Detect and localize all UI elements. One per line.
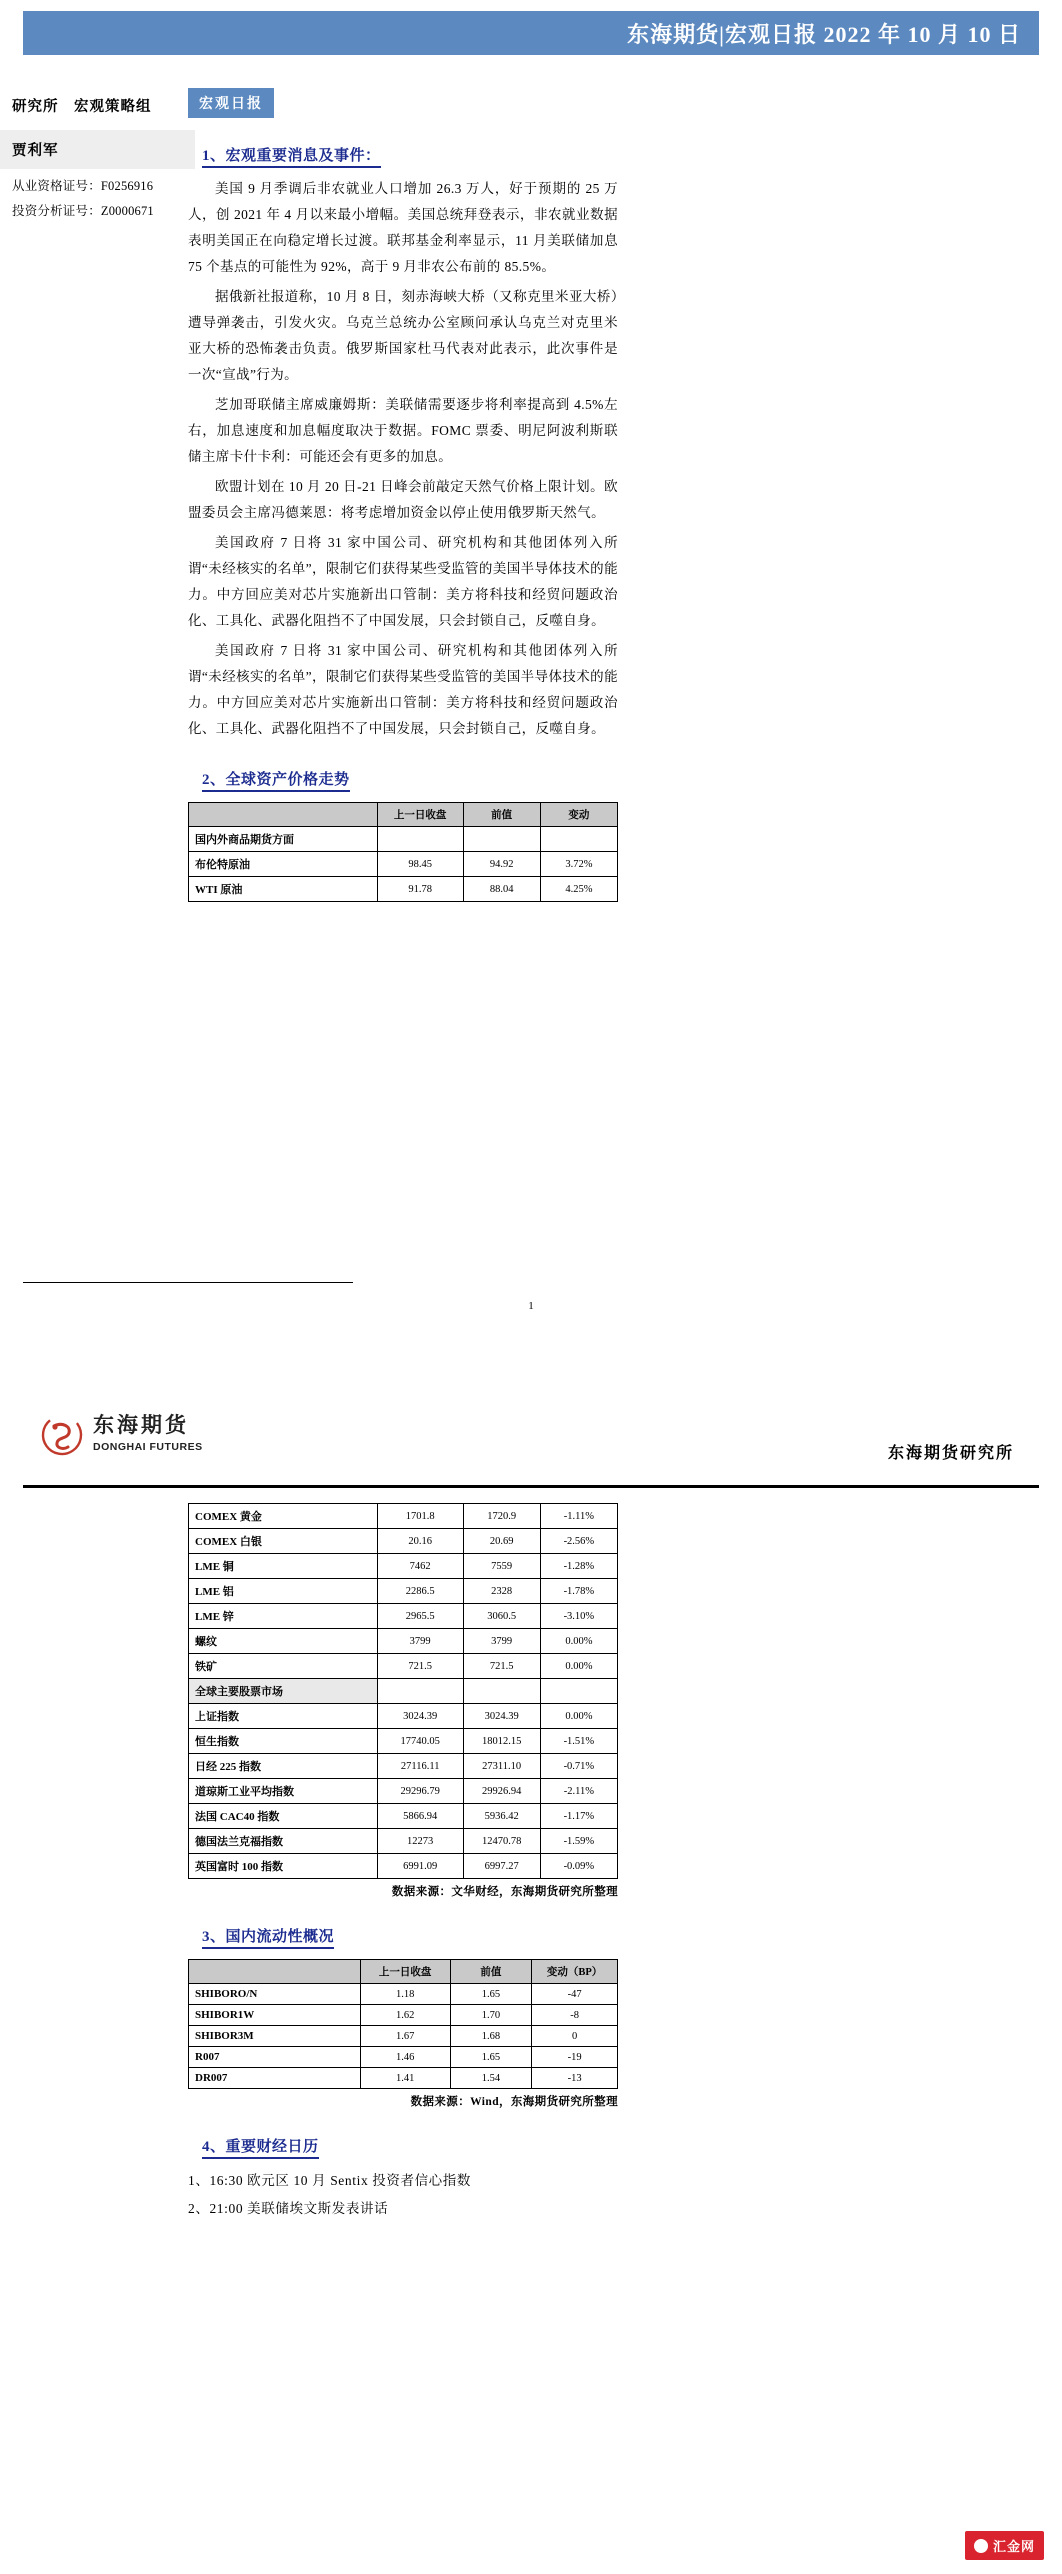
- row-close: 6991.09: [377, 1854, 463, 1879]
- section-1-heading-wrap: [188, 144, 618, 168]
- liquidity-table: [188, 1959, 618, 2089]
- qualification-number: 从业资格证号：F0256916: [12, 179, 154, 193]
- row-name: R007: [189, 2047, 361, 2068]
- row-name: SHIBOR1W: [189, 2005, 361, 2026]
- row-change: 0: [532, 2026, 618, 2047]
- table-row: [189, 1529, 618, 1554]
- group-empty-cell: [377, 827, 463, 852]
- col-header-prev: 前值: [463, 803, 540, 827]
- table-row: [189, 877, 618, 902]
- group-empty-cell: [463, 1679, 540, 1704]
- section-4-title: 4、重要财经日历: [202, 2135, 319, 2159]
- col-header-name: [189, 1960, 361, 1984]
- row-prev: 2328: [463, 1579, 540, 1604]
- row-name: 德国法兰克福指数: [189, 1829, 378, 1854]
- row-change: -8: [532, 2005, 618, 2026]
- department-label: 研究所 宏观策略组: [12, 99, 152, 115]
- page-1-body: [188, 88, 618, 902]
- section-3-heading-wrap: [188, 1925, 618, 1949]
- row-change: 3.72%: [540, 852, 617, 877]
- row-change: -2.56%: [540, 1529, 617, 1554]
- section-4-heading-wrap: [188, 2135, 618, 2159]
- table-row: [189, 1829, 618, 1854]
- company-logo: [40, 1413, 203, 1457]
- asset-price-table-continued: [188, 1503, 618, 1879]
- section-3-title: 3、国内流动性概况: [202, 1925, 334, 1949]
- row-close: 5866.94: [377, 1804, 463, 1829]
- analyst-name-box: [0, 130, 195, 169]
- row-name: 布伦特原油: [189, 852, 378, 877]
- row-change: -1.59%: [540, 1829, 617, 1854]
- row-close: 2965.5: [377, 1604, 463, 1629]
- row-prev: 88.04: [463, 877, 540, 902]
- row-close: 29296.79: [377, 1779, 463, 1804]
- row-change: -3.10%: [540, 1604, 617, 1629]
- row-close: 12273: [377, 1829, 463, 1854]
- row-name: 法国 CAC40 指数: [189, 1804, 378, 1829]
- row-name: 铁矿: [189, 1654, 378, 1679]
- calendar-item: 1、16:30 欧元区 10 月 Sentix 投资者信心指数: [188, 2173, 471, 2188]
- watermark-icon: [974, 2539, 988, 2553]
- row-change: -19: [532, 2047, 618, 2068]
- table-row: [189, 1804, 618, 1829]
- table-row: [189, 2026, 618, 2047]
- row-prev: 94.92: [463, 852, 540, 877]
- row-prev: 7559: [463, 1554, 540, 1579]
- calendar-item: 2、21:00 美联储埃文斯发表讲话: [188, 2201, 389, 2216]
- col-header-name: [189, 803, 378, 827]
- row-close: 7462: [377, 1554, 463, 1579]
- row-prev: 29926.94: [463, 1779, 540, 1804]
- row-prev: 1720.9: [463, 1504, 540, 1529]
- row-change: -13: [532, 2068, 618, 2089]
- row-name: 恒生指数: [189, 1729, 378, 1754]
- row-prev: 721.5: [463, 1654, 540, 1679]
- asset-table-source: 数据来源：文华财经，东海期货研究所整理: [391, 1886, 618, 1898]
- row-close: 3799: [377, 1629, 463, 1654]
- col-header-close: 上一日收盘: [360, 1960, 450, 1984]
- row-change: -2.11%: [540, 1779, 617, 1804]
- row-close: 91.78: [377, 877, 463, 902]
- row-change: -47: [532, 1984, 618, 2005]
- row-name: LME 铜: [189, 1554, 378, 1579]
- row-prev: 3799: [463, 1629, 540, 1654]
- report-header-bar: [23, 11, 1039, 55]
- group-empty-cell: [540, 1679, 617, 1704]
- row-change: -1.28%: [540, 1554, 617, 1579]
- paragraph: 欧盟计划在 10 月 20 日-21 日峰会前敲定天然气价格上限计划。欧盟委员会主席冯德莱恩：将考虑增加资金以停止使用俄罗斯天然气。: [188, 479, 618, 520]
- investment-number: 投资分析证号：Z0000671: [12, 204, 154, 218]
- row-prev: 18012.15: [463, 1729, 540, 1754]
- table-row: [189, 1504, 618, 1529]
- watermark-label: 汇金网: [992, 2539, 1035, 2554]
- logo-text-en: DONGHAI FUTURES: [93, 1441, 203, 1454]
- col-header-prev: 前值: [450, 1960, 532, 1984]
- paragraph: 美国政府 7 日将 31 家中国公司、研究机构和其他团体列入所谓“未经核实的名单”，限制它们获得某些受监管的美国半导体技术的能力。中方回应美对芯片实施新出口管制：美方将科技和经贸问题政治化、工具化、武器化阻挡不了中国发展，只会封锁自己，反噬自身。: [188, 535, 618, 628]
- row-change: 0.00%: [540, 1654, 617, 1679]
- row-name: COMEX 黄金: [189, 1504, 378, 1529]
- row-name: 英国富时 100 指数: [189, 1854, 378, 1879]
- donghai-logo-icon: [40, 1413, 84, 1457]
- group-empty-cell: [540, 827, 617, 852]
- row-name: COMEX 白银: [189, 1529, 378, 1554]
- row-close: 721.5: [377, 1654, 463, 1679]
- row-change: -1.51%: [540, 1729, 617, 1754]
- group-label: 全球主要股票市场: [189, 1679, 378, 1704]
- row-prev: 1.65: [450, 2047, 532, 2068]
- row-close: 17740.05: [377, 1729, 463, 1754]
- row-prev: 1.70: [450, 2005, 532, 2026]
- row-close: 1701.8: [377, 1504, 463, 1529]
- asset-price-table: [188, 802, 618, 902]
- table-row: [189, 1579, 618, 1604]
- group-label: 国内外商品期货方面: [189, 827, 378, 852]
- row-name: SHIBORO/N: [189, 1984, 361, 2005]
- table-row: [189, 852, 618, 877]
- row-name: 日经 225 指数: [189, 1754, 378, 1779]
- row-close: 20.16: [377, 1529, 463, 1554]
- row-prev: 3060.5: [463, 1604, 540, 1629]
- report-type-badge: 宏观日报: [188, 88, 274, 118]
- row-close: 3024.39: [377, 1704, 463, 1729]
- group-empty-cell: [377, 1679, 463, 1704]
- row-change: 4.25%: [540, 877, 617, 902]
- row-close: 98.45: [377, 852, 463, 877]
- row-prev: 5936.42: [463, 1804, 540, 1829]
- row-close: 1.67: [360, 2026, 450, 2047]
- row-prev: 20.69: [463, 1529, 540, 1554]
- col-header-change: 变动（BP）: [532, 1960, 618, 1984]
- group-empty-cell: [463, 827, 540, 852]
- row-prev: 27311.10: [463, 1754, 540, 1779]
- table-row: [189, 1729, 618, 1754]
- row-close: 1.18: [360, 1984, 450, 2005]
- logo-text-cn: 东海期货: [93, 1413, 189, 1437]
- row-name: DR007: [189, 2068, 361, 2089]
- row-prev: 12470.78: [463, 1829, 540, 1854]
- table-row: [189, 1554, 618, 1579]
- row-close: 1.41: [360, 2068, 450, 2089]
- liquidity-table-source: 数据来源：Wind，东海期货研究所整理: [410, 2096, 618, 2108]
- row-change: -1.11%: [540, 1504, 617, 1529]
- table-header-row: [189, 803, 618, 827]
- row-prev: 1.68: [450, 2026, 532, 2047]
- row-prev: 3024.39: [463, 1704, 540, 1729]
- report-header-title: 东海期货|宏观日报 2022 年 10 月 10 日: [627, 21, 1021, 47]
- section-1-title: 1、宏观重要消息及事件：: [202, 144, 381, 168]
- row-change: -0.09%: [540, 1854, 617, 1879]
- row-name: 上证指数: [189, 1704, 378, 1729]
- row-prev: 1.54: [450, 2068, 532, 2089]
- row-name: 道琼斯工业平均指数: [189, 1779, 378, 1804]
- watermark-badge: [965, 2531, 1044, 2560]
- row-close: 2286.5: [377, 1579, 463, 1604]
- paragraph: 美国 9 月季调后非农就业人口增加 26.3 万人，好于预期的 25 万人，创 2021 年 4 月以来最小增幅。美国总统拜登表示，非农就业数据表明美国正在向稳定增长过渡。联邦基金利率显示，11 月美联储加息 75 个基点的可能性为 92%，高于 9 月非农公布前的 85.5%。: [188, 181, 618, 274]
- row-prev: 1.65: [450, 1984, 532, 2005]
- section-2-title: 2、全球资产价格走势: [202, 768, 350, 792]
- row-name: 螺纹: [189, 1629, 378, 1654]
- row-close: 27116.11: [377, 1754, 463, 1779]
- table-row: [189, 1629, 618, 1654]
- page-2-body: [188, 1493, 618, 2223]
- page-number: 1: [528, 1300, 534, 1312]
- table-row: [189, 2047, 618, 2068]
- paragraph: 芝加哥联储主席威廉姆斯：美联储需要逐步将利率提高到 4.5%左右，加息速度和加息幅度取决于数据。FOMC 票委、明尼阿波利斯联储主席卡什卡利：可能还会有更多的加息。: [188, 397, 618, 464]
- logo-text-block: [93, 1415, 203, 1455]
- page-separator: [0, 1345, 1062, 1385]
- table-row: [189, 1654, 618, 1679]
- row-change: -0.71%: [540, 1754, 617, 1779]
- institute-name: 东海期货研究所: [887, 1445, 1014, 1462]
- table-row: [189, 1604, 618, 1629]
- page-2-header: [0, 1385, 1062, 1485]
- table-row: [189, 1704, 618, 1729]
- table-row: [189, 1984, 618, 2005]
- table-row: [189, 2068, 618, 2089]
- row-change: 0.00%: [540, 1704, 617, 1729]
- row-close: 1.62: [360, 2005, 450, 2026]
- col-header-close: 上一日收盘: [377, 803, 463, 827]
- table-row: [189, 1779, 618, 1804]
- table-header-row: [189, 1960, 618, 1984]
- table-group-row: [189, 827, 618, 852]
- row-name: SHIBOR3M: [189, 2026, 361, 2047]
- page-footer-rule: [23, 1282, 353, 1283]
- analyst-meta-column: [0, 95, 195, 219]
- row-change: -1.78%: [540, 1579, 617, 1604]
- section-2-heading-wrap: [188, 768, 618, 792]
- paragraph: 据俄新社报道称，10 月 8 日，刻赤海峡大桥（又称克里米亚大桥）遭导弹袭击，引发火灾。乌克兰总统办公室顾问承认乌克兰对克里米亚大桥的恐怖袭击负责。俄罗斯国家杜马代表对此表示，此次事件是一次“宣战”行为。: [188, 289, 618, 382]
- row-change: -1.17%: [540, 1804, 617, 1829]
- page-2: [0, 1385, 1062, 2574]
- row-name: LME 铝: [189, 1579, 378, 1604]
- row-close: 1.46: [360, 2047, 450, 2068]
- table-row: [189, 1754, 618, 1779]
- row-prev: 6997.27: [463, 1854, 540, 1879]
- row-name: LME 锌: [189, 1604, 378, 1629]
- header-divider: [23, 1485, 1039, 1488]
- table-group-row: [189, 1679, 618, 1704]
- analyst-name: 贾利军: [12, 143, 59, 159]
- col-header-change: 变动: [540, 803, 617, 827]
- row-name: WTI 原油: [189, 877, 378, 902]
- row-change: 0.00%: [540, 1629, 617, 1654]
- table-row: [189, 2005, 618, 2026]
- table-row: [189, 1854, 618, 1879]
- paragraph: 美国政府 7 日将 31 家中国公司、研究机构和其他团体列入所谓“未经核实的名单”，限制它们获得某些受监管的美国半导体技术的能力。中方回应美对芯片实施新出口管制：美方将科技和经贸问题政治化、工具化、武器化阻挡不了中国发展，只会封锁自己，反噬自身。: [188, 643, 618, 736]
